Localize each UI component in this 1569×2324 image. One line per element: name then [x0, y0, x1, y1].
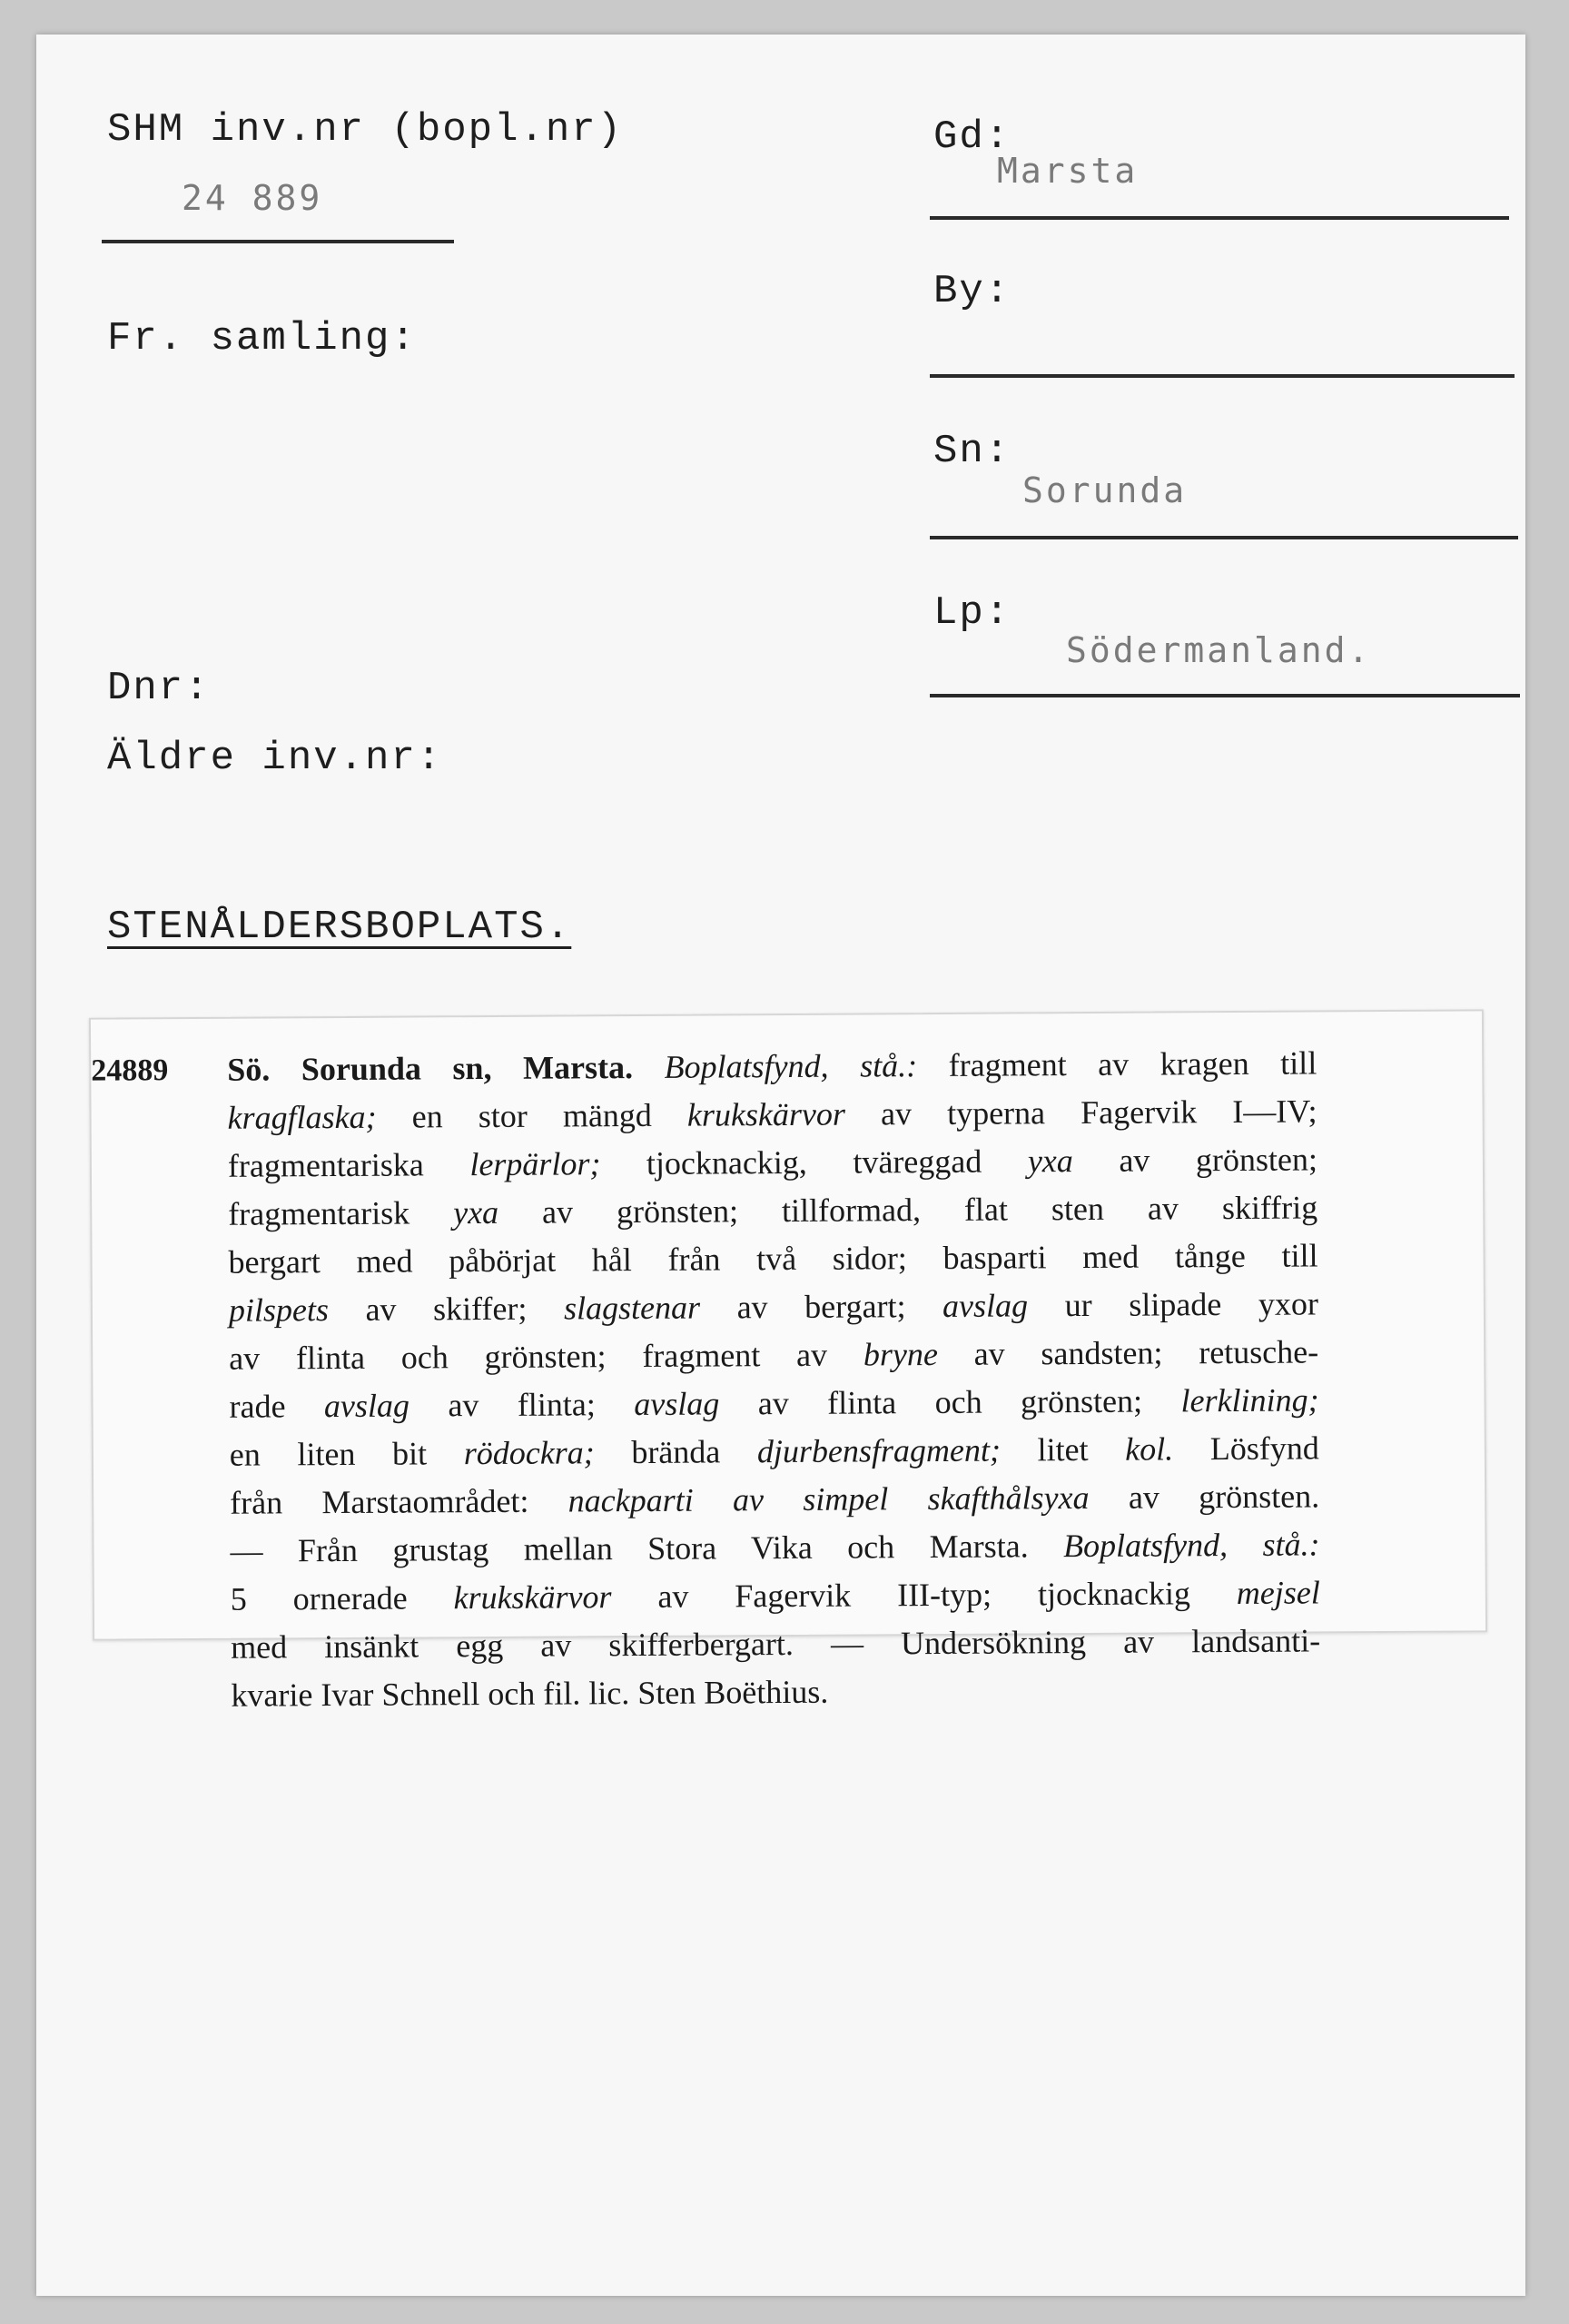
entry-line	[229, 1280, 1318, 1334]
entry-segment: av grönsten; tillformad, flat sten av skiffrig	[498, 1189, 1318, 1231]
entry-segment: av skiffer;	[328, 1290, 565, 1329]
entry-segment: avslag	[942, 1287, 1029, 1324]
entry-segment: bryne	[863, 1335, 938, 1373]
entry-line	[229, 1376, 1318, 1430]
entry-segment: av flinta och grönsten;	[719, 1382, 1181, 1422]
entry-line	[228, 1135, 1317, 1190]
entry-segment	[633, 1049, 665, 1085]
site-type-heading: STENÅLDERSBOPLATS.	[107, 905, 572, 950]
dnr-label: Dnr:	[107, 666, 211, 711]
aldre-inv-label: Äldre inv.nr:	[107, 736, 443, 781]
lp-rule	[930, 694, 1520, 697]
entry-segment: djurbensfragment;	[756, 1431, 1002, 1470]
entry-segment: brända	[594, 1433, 758, 1471]
inv-nr-rule	[102, 240, 454, 243]
entry-segment: avslag	[323, 1387, 410, 1425]
entry-segment: av flinta och grönsten; fragment av	[229, 1336, 864, 1377]
entry-segment: Boplatsfynd, stå.:	[664, 1047, 918, 1085]
entry-segment: slagstenar	[563, 1289, 701, 1327]
entry-segment: pilspets	[228, 1291, 330, 1329]
entry-segment: krukskärvor	[453, 1578, 612, 1617]
entry-segment: av sandsten; retusche-	[937, 1333, 1319, 1372]
entry-segment: lerklining;	[1180, 1381, 1319, 1419]
entry-segment: mejsel	[1236, 1574, 1320, 1611]
entry-segment: kvarie Ivar Schnell och fil. lic. Sten Boëthius.	[231, 1673, 829, 1714]
entry-segment: av flinta;	[409, 1386, 635, 1424]
entry-line	[228, 1183, 1317, 1238]
gd-rule	[930, 216, 1509, 220]
entry-segment: av typerna Fagervik I—IV;	[844, 1093, 1317, 1132]
by-rule	[930, 374, 1515, 378]
entry-segment: med insänkt egg av skifferbergart. — Undersökning av landsanti-	[231, 1622, 1321, 1666]
entry-line	[231, 1568, 1320, 1623]
entry-text	[91, 1039, 1321, 1719]
inv-nr-value: 24 889	[182, 178, 323, 218]
entry-line	[230, 1472, 1319, 1527]
entry-segment: Boplatsfynd, stå.:	[1062, 1526, 1320, 1565]
entry-segment: fragmentarisk	[228, 1194, 454, 1232]
entry-segment: nackparti av simpel skafthålsyxa	[567, 1478, 1090, 1519]
entry-segment: tjocknackig, tväreggad	[600, 1142, 1028, 1182]
entry-number: 24889	[91, 1053, 169, 1088]
entry-line	[231, 1617, 1320, 1671]
entry-line	[228, 1231, 1317, 1286]
entry-segment: fragmentariska	[227, 1146, 470, 1184]
lp-value: Södermanland.	[1066, 630, 1372, 670]
entry-segment: av grönsten;	[1072, 1141, 1318, 1180]
gd-value: Marsta	[997, 151, 1139, 191]
entry-segment: en stor mängd	[376, 1096, 688, 1135]
pasted-catalog-entry	[89, 1009, 1487, 1714]
entry-segment: rödockra;	[463, 1434, 595, 1472]
by-label: By:	[933, 269, 1011, 314]
entry-segment: 5 ornerade	[230, 1579, 454, 1617]
entry-segment: av Fagervik III-typ; tjocknackig	[611, 1574, 1237, 1616]
entry-segment: Lösfynd	[1173, 1429, 1319, 1468]
entry-segment: krukskärvor	[686, 1095, 846, 1133]
sn-rule	[930, 536, 1518, 539]
entry-segment: Sö. Sorunda sn, Marsta.	[227, 1049, 634, 1088]
lp-label: Lp:	[933, 590, 1011, 636]
entry-line	[227, 1039, 1317, 1093]
entry-line	[230, 1424, 1319, 1478]
entry-segment: kol.	[1125, 1430, 1174, 1468]
shm-inv-label: SHM inv.nr (bopl.nr)	[107, 107, 624, 153]
entry-segment: yxa	[453, 1193, 499, 1231]
catalog-card	[36, 35, 1525, 2296]
entry-line	[229, 1328, 1318, 1382]
entry-segment: rade	[229, 1388, 325, 1425]
entry-segment: yxa	[1027, 1142, 1073, 1180]
sn-label: Sn:	[933, 429, 1011, 474]
entry-segment: från Marstaområdet:	[230, 1482, 568, 1521]
entry-segment: bergart med påbörjat hål från två sidor; basparti med tånge till	[228, 1237, 1318, 1281]
entry-segment: av bergart;	[699, 1287, 943, 1326]
gd-label: Gd:	[933, 114, 1011, 160]
entry-segment: — Från grustag mellan Stora Vika och Marsta.	[230, 1528, 1064, 1569]
sn-value: Sorunda	[1022, 470, 1188, 510]
entry-segment: fragment av kragen till	[917, 1044, 1317, 1084]
entry-line	[227, 1087, 1317, 1142]
entry-segment: avslag	[634, 1385, 720, 1423]
entry-segment: en liten bit	[229, 1435, 464, 1473]
entry-segment: av grönsten.	[1089, 1478, 1320, 1516]
entry-segment: kragflaska;	[227, 1098, 377, 1136]
entry-segment: lerpärlor;	[469, 1145, 601, 1183]
entry-line	[231, 1665, 1320, 1719]
entry-segment: litet	[1000, 1430, 1126, 1469]
entry-segment: ur slipade yxor	[1027, 1285, 1318, 1324]
fr-samling-label: Fr. samling:	[107, 316, 417, 361]
entry-line	[230, 1520, 1319, 1575]
